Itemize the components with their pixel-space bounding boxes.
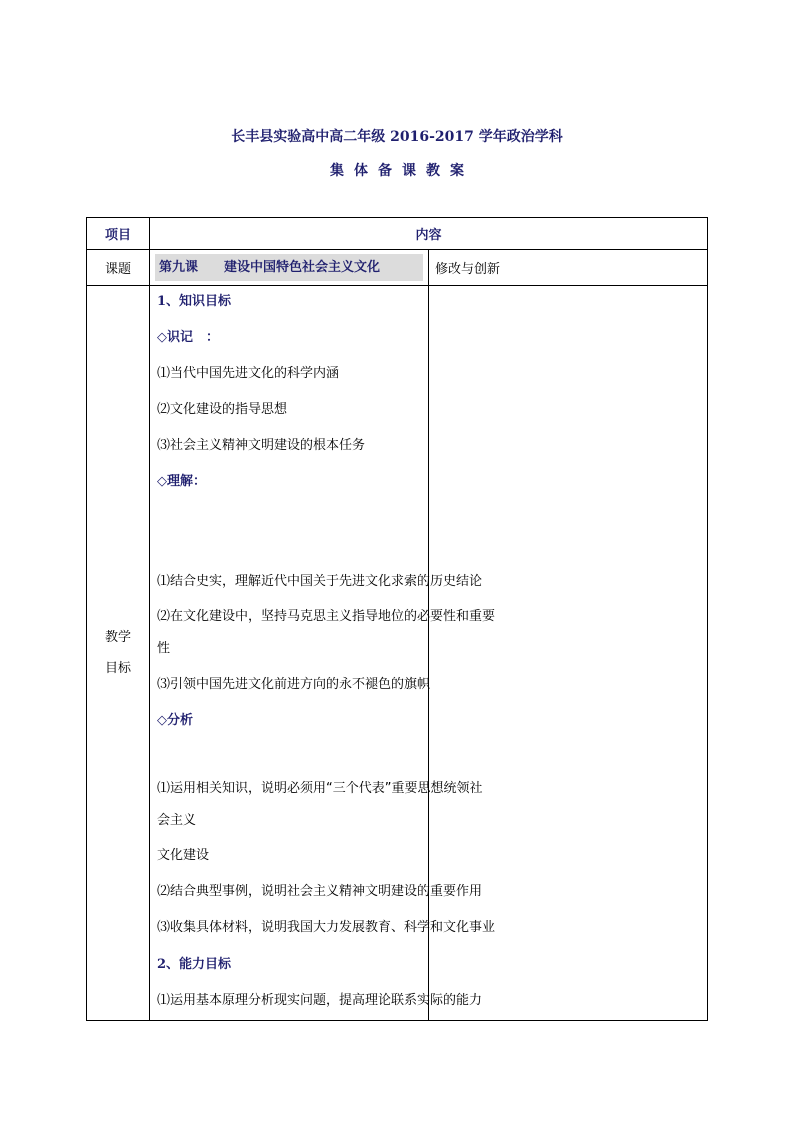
lesson-plan-table — [86, 217, 708, 1021]
document-title: 长丰县实验高中高二年级 2016-2017 学年政治学科 — [231, 129, 563, 145]
topic-row — [87, 250, 708, 286]
content-line: 文化建设 — [157, 848, 210, 863]
content-line: ⑴运用基本原理分析现实问题，提高理论联系实际的能力 — [157, 993, 483, 1008]
goals-label — [87, 286, 150, 1021]
content-line: ⑵在文化建设中，坚持马克思主义指导地位的必要性和重要 — [157, 609, 496, 624]
goals-label-line1: 教学 — [104, 630, 131, 645]
topic-label: 课题 — [87, 250, 150, 286]
table-header-row — [87, 218, 708, 250]
content-line: ⑵文化建设的指导思想 — [157, 402, 288, 417]
goals-label-line2: 目标 — [104, 661, 131, 676]
goals-row — [87, 286, 708, 1021]
content-line: ⑴运用相关知识，说明必须用“三个代表”重要思想统领社 — [157, 781, 483, 796]
header-item: 项目 — [87, 218, 150, 250]
content-line: ◇理解： — [157, 474, 206, 489]
content-line: 2、能力目标 — [157, 957, 232, 972]
topic-cell — [150, 250, 429, 286]
content-line: ⑶社会主义精神文明建设的根本任务 — [157, 438, 366, 453]
document-subtitle: 集体备课教案 — [330, 163, 474, 179]
content-line: ⑶收集具体材料，说明我国大力发展教育、科学和文化事业 — [157, 920, 496, 935]
modify-label: 修改与创新 — [429, 250, 708, 286]
content-line: ⑶引领中国先进文化前进方向的永不褪色的旗帜 — [157, 677, 431, 692]
modify-cell — [429, 286, 708, 1021]
content-line: ◇识记 ： — [157, 330, 219, 345]
goals-content — [150, 286, 496, 1021]
content-line: ⑴结合史实，理解近代中国关于先进文化求索的历史结论 — [157, 574, 483, 589]
content-line: 性 — [157, 641, 171, 656]
content-line: ⑴当代中国先进文化的科学内涵 — [157, 366, 340, 381]
content-line: ◇分析 — [157, 713, 193, 728]
content-line: ⑵结合典型事例，说明社会主义精神文明建设的重要作用 — [157, 884, 483, 899]
header-content: 内容 — [150, 218, 708, 250]
topic-title: 第九课 建设中国特色社会主义文化 — [155, 254, 423, 281]
content-line: 会主义 — [157, 813, 197, 828]
content-line: 1、知识目标 — [157, 294, 232, 309]
